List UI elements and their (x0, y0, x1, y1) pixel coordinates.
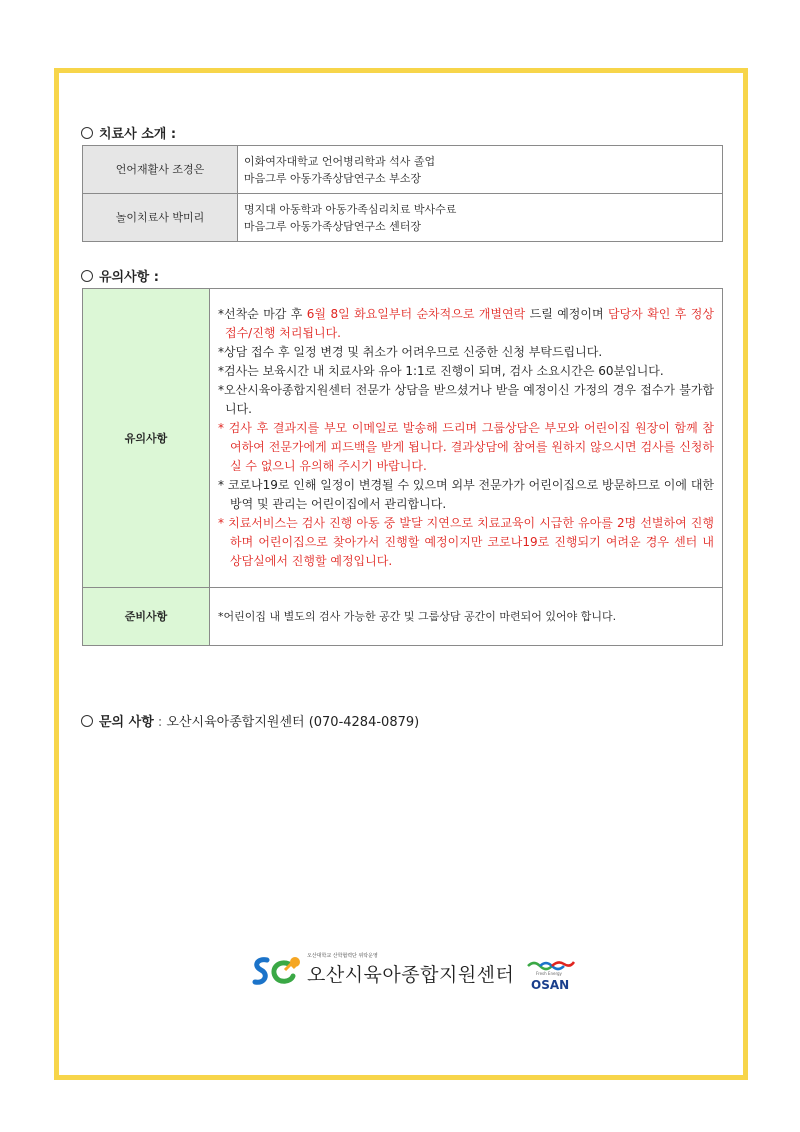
notes-table (82, 288, 723, 646)
therapist-info (238, 146, 723, 194)
center-logo-icon (249, 952, 305, 992)
prep-label: 준비사항 (83, 588, 210, 646)
table-row (83, 588, 723, 646)
note-highlight: 담당자 확인 후 정상 접수/진행 처리됩니다. (225, 307, 714, 340)
therapist-info-line: 명지대 아동학과 아동가족심리치료 박사수료 (244, 202, 457, 216)
therapist-info-line: 마음그루 아동가족상담연구소 부소장 (244, 171, 422, 185)
circle-bullet-icon (81, 127, 93, 139)
note-item: * 코로나19로 인해 일정이 변경될 수 있으며 외부 전문가가 어린이집으로 방문하므로 이에 대한 방역 및 관리는 어린이집에서 관리합니다. (218, 478, 714, 511)
note-text: 드릴 예정이며 (525, 307, 608, 321)
therapist-table (82, 145, 723, 242)
intro-title-text: 치료사 소개 : (99, 127, 177, 142)
table-row (83, 146, 723, 194)
inquiry-title: 문의 사항 (99, 715, 154, 730)
note-text: *선착순 마감 후 (218, 307, 307, 321)
note-item: *오산시육아종합지원센터 전문가 상담을 받으셨거나 받을 예정이신 가정의 경우 접수가 불가합니다. (218, 383, 714, 416)
note-item (218, 305, 714, 343)
therapist-name: 놀이치료사 박미리 (83, 194, 238, 242)
logo-name: 오산시육아종합지원센터 (307, 964, 515, 986)
therapist-info-line: 이화여자대학교 언어병리학과 석사 졸업 (244, 154, 436, 168)
note-item-red: * 검사 후 결과지를 부모 이메일로 발송해 드리며 그룹상담은 부모와 어린이집 원장이 함께 참여하여 전문가에게 피드백을 받게 됩니다. 결과상담에 참여를 원하지 않으시면 검사를 신청하실 수 없으니 유의해 주시기 바랍니다. (218, 421, 714, 473)
note-item: *검사는 보육시간 내 치료사와 유아 1:1로 진행이 되며, 검사 소요시간은 60분입니다. (218, 364, 664, 378)
notes-section-title (81, 266, 159, 285)
prep-text: *어린이집 내 별도의 검사 가능한 공간 및 그룹상담 공간이 마련되어 있어야 합니다. (210, 588, 723, 646)
inquiry-text: 오산시육아종합지원센터 (070-4284-0879) (166, 715, 420, 730)
table-row (83, 289, 723, 588)
logo-subtitle: 오산대학교 산학협력단 위탁운영 (307, 953, 378, 959)
note-highlight: 6월 8일 화요일부터 순차적으로 개별연락 (306, 307, 526, 321)
note-item: *상담 접수 후 일정 변경 및 취소가 어려우므로 신중한 신청 부탁드립니다. (218, 345, 603, 359)
page-frame (54, 68, 748, 1080)
intro-section-title (81, 123, 176, 142)
therapist-info-line: 마음그루 아동가족상담연구소 센터장 (244, 219, 422, 233)
osan-text: OSAN (531, 978, 570, 992)
center-logo (249, 948, 589, 996)
osan-wave-icon (526, 958, 576, 972)
osan-slogan: Fresh Energy (536, 971, 562, 976)
inquiry-line (81, 711, 419, 730)
circle-bullet-icon (81, 715, 93, 727)
notes-label: 유의사항 (83, 289, 210, 588)
note-item-red: * 치료서비스는 검사 진행 아동 중 발달 지연으로 치료교육이 시급한 유아를 2명 선별하여 진행하며 어린이집으로 찾아가서 진행할 예정이지만 코로나19로 진행되기 여려운 경우 센터 내 상담실에서 진행할 예정입니다. (218, 516, 714, 568)
circle-bullet-icon (81, 270, 93, 282)
notes-content (210, 289, 723, 588)
notes-title-text: 유의사항 : (99, 270, 159, 285)
therapist-info (238, 194, 723, 242)
therapist-name: 언어재활사 조경은 (83, 146, 238, 194)
inquiry-separator: : (153, 715, 167, 730)
table-row (83, 194, 723, 242)
